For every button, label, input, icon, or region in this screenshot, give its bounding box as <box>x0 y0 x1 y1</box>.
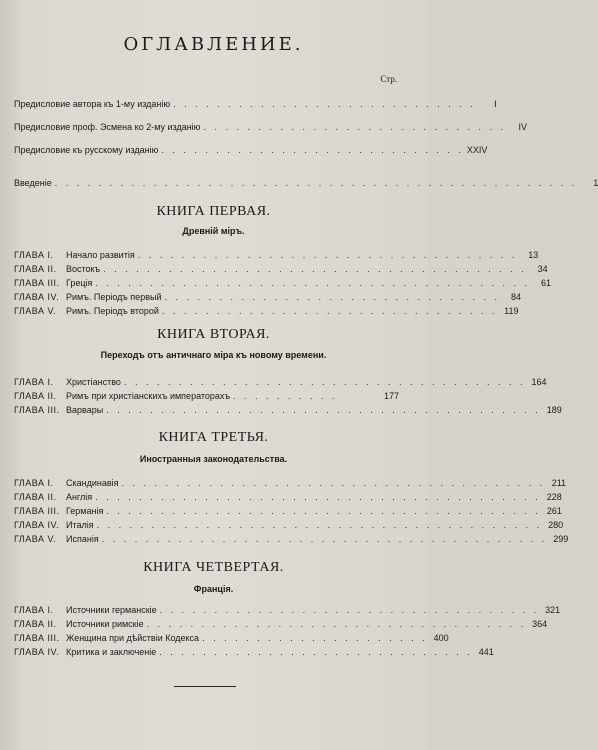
chapter-title: Критика и заключеніе <box>66 647 157 657</box>
toc-entry[interactable] <box>14 177 598 189</box>
leader-dots: . . . . . . . . . . . . . . . . . . . . . . . . . . . . <box>161 145 464 155</box>
chapter-title: Греція <box>66 278 93 288</box>
chapter-row[interactable] <box>14 404 562 416</box>
book-subtitle: Переходъ отъ античнаго міра къ новому времени. <box>100 350 327 360</box>
chapter-title: Италія <box>66 520 94 530</box>
chapter-title: Римъ. Періодъ второй <box>66 306 159 316</box>
toc-entry-page: 1 <box>593 178 598 188</box>
chapter-prefix: ГЛАВА I. <box>14 250 54 260</box>
leader-dots: . . . . . . . . . . . . . . . . . . . . . . . . . . . . . . . <box>164 292 501 302</box>
leader-dots: . . . . . . . . . . . . . . . . . . . . . . . . . . . . . . . <box>161 306 498 316</box>
book-subtitle: Древній міръ. <box>182 226 245 236</box>
chapter-page: 34 <box>537 264 548 274</box>
chapter-row[interactable] <box>14 263 548 275</box>
toc-entry-page: IV <box>518 122 527 132</box>
closing-rule <box>174 686 236 687</box>
chapter-title: Женщина при дѣйствіи Кодекса <box>66 633 200 643</box>
chapter-page: 189 <box>546 405 562 415</box>
chapter-row[interactable] <box>14 291 522 303</box>
chapter-prefix: ГЛАВА II. <box>14 391 57 401</box>
toc-entry-label: Предисловие автора къ 1-му изданію <box>14 99 171 109</box>
book-heading: КНИГА ТРЕТЬЯ. <box>158 430 269 445</box>
chapter-row[interactable] <box>14 604 561 616</box>
chapter-row[interactable] <box>14 249 539 261</box>
chapter-title: Варвары <box>66 405 104 415</box>
chapter-title: Христіанство <box>66 377 121 387</box>
leader-dots: . . . . . . . . . . . . . . . . . . . . . . . . . . . . <box>173 99 476 109</box>
leader-dots: . . . . . . . . . . <box>233 391 338 401</box>
chapter-title: Римъ. Періодъ первый <box>66 292 162 302</box>
chapter-title: Англія <box>66 492 93 502</box>
toc-entry[interactable] <box>14 98 497 110</box>
chapter-row[interactable] <box>14 618 548 630</box>
book-subtitle: Иностранныя законодательства. <box>139 454 288 464</box>
toc-entry[interactable] <box>14 121 527 133</box>
chapter-title: Германія <box>66 506 104 516</box>
leader-dots: . . . . . . . . . . . . . . . . . . . . . . . . . . . . . . . . . . . . . . . . <box>106 405 541 415</box>
leader-dots: . . . . . . . . . . . . . . . . . . . . . . . . . . . . . . . . . . . . . . . <box>121 478 546 488</box>
chapter-page: 280 <box>548 520 564 530</box>
chapter-title: Востокъ <box>66 264 101 274</box>
chapter-prefix: ГЛАВА II. <box>14 619 57 629</box>
toc-entry-label: Введеніе <box>14 178 52 188</box>
chapter-page: 13 <box>528 250 539 260</box>
page-column-label: Стр. <box>380 74 397 84</box>
chapter-row[interactable] <box>14 376 547 388</box>
chapter-title: Скандинавія <box>66 478 119 488</box>
toc-entry[interactable] <box>14 144 488 156</box>
leader-dots: . . . . . . . . . . . . . . . . . . . . . . . . . . . . . . . . . . . <box>137 250 518 260</box>
chapter-page: 61 <box>540 278 551 288</box>
leader-dots: . . . . . . . . . . . . . . . . . . . . . . . . . . . . . . . . . . . . . <box>123 377 526 387</box>
chapter-title: Источники римскіе <box>66 619 144 629</box>
chapter-row[interactable] <box>14 491 562 503</box>
page-title: ОГЛАВЛЕНИЕ. <box>123 34 304 55</box>
chapter-prefix: ГЛАВА III. <box>14 633 60 643</box>
chapter-prefix: ГЛАВА IV. <box>14 647 60 657</box>
chapter-page: 321 <box>545 605 561 615</box>
chapter-page: 400 <box>433 633 449 643</box>
leader-dots: . . . . . . . . . . . . . . . . . . . . . . . . . . . . . . . . . . . <box>146 619 527 629</box>
chapter-page: 164 <box>531 377 547 387</box>
leader-dots: . . . . . . . . . . . . . . . . . . . . . <box>202 633 428 643</box>
chapter-prefix: ГЛАВА I. <box>14 605 54 615</box>
chapter-row[interactable] <box>14 632 449 644</box>
chapter-row[interactable] <box>14 477 567 489</box>
chapter-page: 228 <box>546 492 562 502</box>
leader-dots: . . . . . . . . . . . . . . . . . . . . . . . . . . . . . . . . . . . . . . . . <box>95 278 530 288</box>
chapter-prefix: ГЛАВА III. <box>14 405 60 415</box>
chapter-prefix: ГЛАВА I. <box>14 478 54 488</box>
book-heading: КНИГА ПЕРВАЯ. <box>156 204 271 219</box>
toc-entry-label: Предисловие къ русскому изданію <box>14 145 159 155</box>
chapter-row[interactable] <box>14 305 519 317</box>
chapter-row[interactable] <box>14 277 551 289</box>
chapter-prefix: ГЛАВА V. <box>14 306 57 316</box>
chapter-title: Источники германскіе <box>66 605 157 615</box>
chapter-row[interactable] <box>14 519 564 531</box>
chapter-row[interactable] <box>14 646 494 658</box>
leader-dots: . . . . . . . . . . . . . . . . . . . . . . . . . . . . <box>203 122 506 132</box>
chapter-prefix: ГЛАВА III. <box>14 506 60 516</box>
book-subtitle: Франція. <box>193 584 234 594</box>
chapter-prefix: ГЛАВА I. <box>14 377 54 387</box>
toc-entry-label: Предисловие проф. Эсмена ко 2-му изданію <box>14 122 201 132</box>
leader-dots: . . . . . . . . . . . . . . . . . . . . . . . . . . . . . . . . . . . . . . . . . <box>95 492 541 502</box>
chapter-page: 299 <box>553 534 569 544</box>
chapter-title: Испанія <box>66 534 99 544</box>
chapter-row[interactable] <box>14 533 569 545</box>
chapter-prefix: ГЛАВА II. <box>14 264 57 274</box>
leader-dots: . . . . . . . . . . . . . . . . . . . . . . . . . . . . . . . . . . . . . . . . . . . . . . . . <box>54 178 578 188</box>
leader-dots: . . . . . . . . . . . . . . . . . . . . . . . . . . . . . . . . . . . . . . . . <box>106 506 541 516</box>
chapter-prefix: ГЛАВА II. <box>14 492 57 502</box>
chapter-page: 261 <box>546 506 562 516</box>
leader-dots: . . . . . . . . . . . . . . . . . . . . . . . . . . . . . . . . . . . . . . . . . <box>101 534 548 544</box>
chapter-page: 84 <box>511 292 522 302</box>
chapter-title: Начало развитія <box>66 250 135 260</box>
chapter-page: 177 <box>383 391 399 401</box>
chapter-page: 211 <box>551 478 567 488</box>
leader-dots: . . . . . . . . . . . . . . . . . . . . . . . . . . . . . . . . . . . . . . . . . <box>96 520 543 530</box>
leader-dots: . . . . . . . . . . . . . . . . . . . . . . . . . . . . . <box>159 647 473 657</box>
leader-dots: . . . . . . . . . . . . . . . . . . . . . . . . . . . . . . . . . . . <box>159 605 540 615</box>
toc-entry-page: I <box>494 99 497 109</box>
chapter-page: 441 <box>478 647 494 657</box>
book-heading: КНИГА ЧЕТВЕРТАЯ. <box>143 560 284 575</box>
chapter-row[interactable] <box>14 390 399 402</box>
chapter-prefix: ГЛАВА IV. <box>14 520 60 530</box>
chapter-title: Римъ при христіанскихъ императорахъ <box>66 391 231 401</box>
chapter-prefix: ГЛАВА III. <box>14 278 60 288</box>
chapter-page: 119 <box>504 306 519 316</box>
leader-dots: . . . . . . . . . . . . . . . . . . . . . . . . . . . . . . . . . . . . . . . <box>103 264 527 274</box>
chapter-row[interactable] <box>14 505 562 517</box>
chapter-prefix: ГЛАВА IV. <box>14 292 60 302</box>
toc-entry-page: XXIV <box>466 145 488 155</box>
chapter-page: 364 <box>532 619 548 629</box>
chapter-prefix: ГЛАВА V. <box>14 534 57 544</box>
book-heading: КНИГА ВТОРАЯ. <box>157 327 270 342</box>
